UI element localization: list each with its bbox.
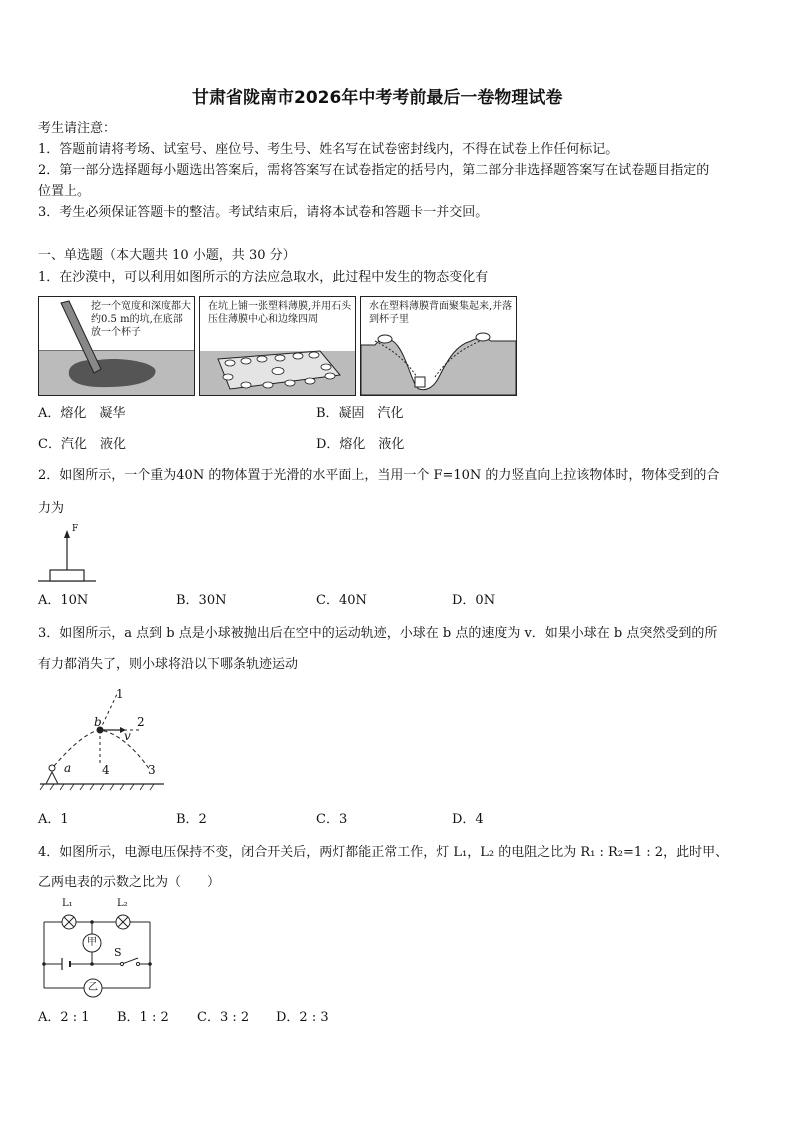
q1-option-d: D．熔化 液化: [316, 437, 405, 452]
q2-option-b: B．30N: [176, 593, 227, 608]
q1-panel-3-text: 水在塑料薄膜背面聚集起来,并落到杯子里: [369, 301, 513, 325]
q1-figure-panel-3: [360, 296, 517, 396]
q4-stem-cont: 乙两电表的示数之比为（ ）: [38, 875, 221, 890]
notice-line-2-cont: 位置上。: [38, 184, 91, 199]
q2-stem-cont: 力为: [38, 501, 65, 516]
q4-label-l2: L₂: [117, 898, 128, 909]
q2-option-a: A．10N: [38, 593, 89, 608]
q1-panel-1-drawing: [39, 297, 194, 395]
q4-meter-yi-label: 乙: [88, 982, 98, 993]
q3-stem: 3．如图所示，a 点到 b 点是小球被抛出后在空中的运动轨迹，小球在 b 点的速度为 v．如果小球在 b 点突然受到的所: [38, 626, 718, 641]
notice-line-3: 3．考生必须保证答题卡的整洁。考试结束后，请将本试卷和答题卡一并交回。: [38, 205, 489, 220]
q3-label-2: 2: [137, 715, 145, 729]
q4-stem: 4．如图所示，电源电压保持不变，闭合开关后，两灯都能正常工作，灯 L₁，L₂ 的电阻之比为 R₁ : R₂=1 : 2，此时甲、: [38, 845, 729, 860]
q4-option-c: C．3 : 2: [197, 1010, 250, 1025]
q3-option-c: C．3: [316, 812, 348, 827]
q1-option-b: B．凝固 汽化: [316, 406, 404, 421]
page-title: 甘肃省陇南市2026年中考考前最后一卷物理试卷: [192, 88, 563, 108]
q3-label-4: 4: [102, 763, 110, 777]
q4-label-l1: L₁: [62, 898, 73, 909]
q2-option-c: C．40N: [316, 593, 367, 608]
q1-panel-2-text: 在坑上铺一张塑料薄膜,并用石头压住薄膜中心和边缘四周: [208, 301, 352, 325]
q4-option-a: A．2 : 1: [38, 1010, 90, 1025]
q2-stem: 2．如图所示，一个重为40N 的物体置于光滑的水平面上，当用一个 F=10N 的力竖直向上拉该物体时，物体受到的合: [38, 468, 720, 483]
q4-meter-jia-label: 甲: [87, 937, 97, 948]
q2-force-label: F: [72, 524, 79, 534]
q1-stem: 1．在沙漠中，可以利用如图所示的方法应急取水，此过程中发生的物态变化有: [38, 270, 489, 285]
q4-option-b: B．1 : 2: [117, 1010, 169, 1025]
q1-figure-panel-2: [199, 296, 356, 396]
q3-label-a: a: [64, 761, 72, 775]
q1-option-a: A．熔化 凝华: [38, 406, 126, 421]
q3-label-b: b: [94, 715, 102, 729]
q4-option-d: D．2 : 3: [276, 1010, 329, 1025]
q2-option-d: D．0N: [452, 593, 496, 608]
notice-line-1: 1．答题前请将考场、试室号、座位号、考生号、姓名写在试卷密封线内，不得在试卷上作任何标记。: [38, 142, 619, 157]
q1-figure-panel-1: [38, 296, 195, 396]
q2-figure: [38, 522, 98, 582]
q3-option-a: A．1: [38, 812, 69, 827]
q3-label-v: v: [124, 729, 131, 743]
q3-option-b: B．2: [176, 812, 207, 827]
q4-circuit-figure: [38, 898, 158, 998]
q3-stem-cont: 有力都消失了，则小球将沿以下哪条轨迹运动: [38, 657, 299, 672]
q3-option-d: D．4: [452, 812, 484, 827]
q4-switch-label: S: [114, 946, 122, 959]
q1-panel-3-drawing: [361, 297, 516, 395]
section-heading: 一、单选题（本大题共 10 小题，共 30 分）: [38, 248, 296, 263]
q1-option-c: C．汽化 液化: [38, 437, 126, 452]
notice-heading: 考生请注意：: [38, 121, 117, 136]
q3-label-3: 3: [148, 763, 156, 777]
q3-label-1: 1: [116, 687, 124, 701]
q1-panel-1-text: 挖一个宽度和深度都大约0.5 m的坑,在底部放一个杯子: [91, 301, 191, 338]
q1-panel-2-drawing: [200, 297, 355, 395]
notice-line-2: 2．第一部分选择题每小题选出答案后，需将答案写在试卷指定的括号内，第二部分非选择题答案写在试卷题目指定的: [38, 163, 710, 178]
